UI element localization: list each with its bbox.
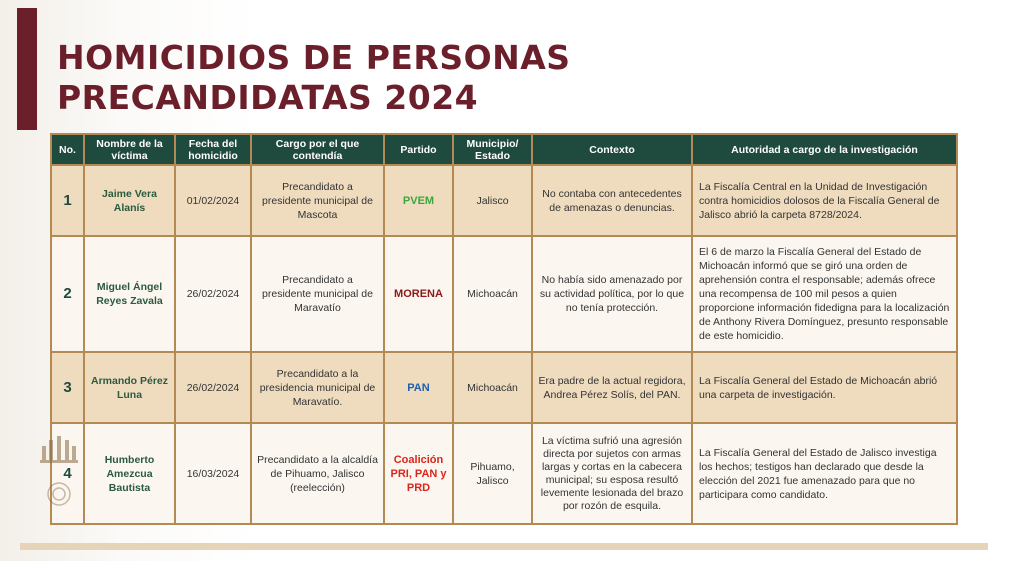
party: Coalición PRI, PAN y PRD bbox=[384, 423, 453, 524]
government-logo-watermark-icon bbox=[38, 436, 80, 508]
homicide-date: 26/02/2024 bbox=[175, 352, 251, 423]
homicides-table bbox=[50, 133, 958, 525]
victim-name: Jaime Vera Alanís bbox=[84, 165, 175, 236]
victim-name: Armando Pérez Luna bbox=[84, 352, 175, 423]
header-date: Fecha del homicidio bbox=[175, 134, 251, 165]
header-party: Partido bbox=[384, 134, 453, 165]
homicide-date: 16/03/2024 bbox=[175, 423, 251, 524]
table-row bbox=[51, 423, 957, 524]
context: No había sido amenazado por su actividad política, por lo que no tenía protección. bbox=[532, 236, 692, 352]
investigating-authority: La Fiscalía General del Estado de Jalisco investiga los hechos; testigos han declarado que desde la elección del 2021 fue amenazado para que no participara como candidato. bbox=[692, 423, 957, 524]
header-no: No. bbox=[51, 134, 84, 165]
header-name: Nombre de la víctima bbox=[84, 134, 175, 165]
page-title bbox=[57, 38, 571, 118]
row-number: 4 bbox=[51, 423, 84, 524]
municipality: Michoacán bbox=[453, 236, 532, 352]
victim-name: Humberto Amezcua Bautista bbox=[84, 423, 175, 524]
contended-post: Precandidato a presidente municipal de Mascota bbox=[251, 165, 384, 236]
party: MORENA bbox=[384, 236, 453, 352]
row-number: 1 bbox=[51, 165, 84, 236]
homicide-date: 01/02/2024 bbox=[175, 165, 251, 236]
party: PVEM bbox=[384, 165, 453, 236]
investigating-authority: El 6 de marzo la Fiscalía General del Estado de Michoacán informó que se giró una orden de aprehensión contra el responsable; además ofrece una recompensa de 100 mil pesos a quien proporcione información fidedigna para la localización de Anthony Rivera Domínguez, presunto responsable de este homicidio. bbox=[692, 236, 957, 352]
header-context: Contexto bbox=[532, 134, 692, 165]
investigating-authority: La Fiscalía Central en la Unidad de Investigación contra homicidios dolosos de la Fiscalía General de Jalisco abrió la carpeta 8728/2024. bbox=[692, 165, 957, 236]
context: La víctima sufrió una agresión directa por sujetos con armas largas y cortas en la cabecera municipal; su esposa resultó levemente lesionada del brazo por rozón de esquila. bbox=[532, 423, 692, 524]
contended-post: Precandidato a presidente municipal de Maravatío bbox=[251, 236, 384, 352]
title-accent-bar bbox=[17, 8, 37, 130]
context: No contaba con antecedentes de amenazas o denuncias. bbox=[532, 165, 692, 236]
bottom-decorative-band bbox=[20, 543, 988, 550]
header-post: Cargo por el que contendía bbox=[251, 134, 384, 165]
homicide-date: 26/02/2024 bbox=[175, 236, 251, 352]
municipality: Michoacán bbox=[453, 352, 532, 423]
party: PAN bbox=[384, 352, 453, 423]
victim-name: Miguel Ángel Reyes Zavala bbox=[84, 236, 175, 352]
table-row bbox=[51, 236, 957, 352]
table-header-row bbox=[51, 134, 957, 165]
table-row bbox=[51, 165, 957, 236]
context: Era padre de la actual regidora, Andrea Pérez Solís, del PAN. bbox=[532, 352, 692, 423]
investigating-authority: La Fiscalía General del Estado de Michoacán abrió una carpeta de investigación. bbox=[692, 352, 957, 423]
row-number: 2 bbox=[51, 236, 84, 352]
table-row bbox=[51, 352, 957, 423]
header-authority: Autoridad a cargo de la investigación bbox=[692, 134, 957, 165]
municipality: Jalisco bbox=[453, 165, 532, 236]
header-municipality: Municipio/ Estado bbox=[453, 134, 532, 165]
contended-post: Precandidato a la alcaldía de Pihuamo, Jalisco (reelección) bbox=[251, 423, 384, 524]
municipality: Pihuamo, Jalisco bbox=[453, 423, 532, 524]
row-number: 3 bbox=[51, 352, 84, 423]
title-line-2: PRECANDIDATAS 2024 bbox=[57, 78, 479, 117]
title-line-1: HOMICIDIOS DE PERSONAS bbox=[57, 38, 571, 77]
homicides-table-container bbox=[50, 133, 956, 525]
contended-post: Precandidato a la presidencia municipal de Maravatío. bbox=[251, 352, 384, 423]
